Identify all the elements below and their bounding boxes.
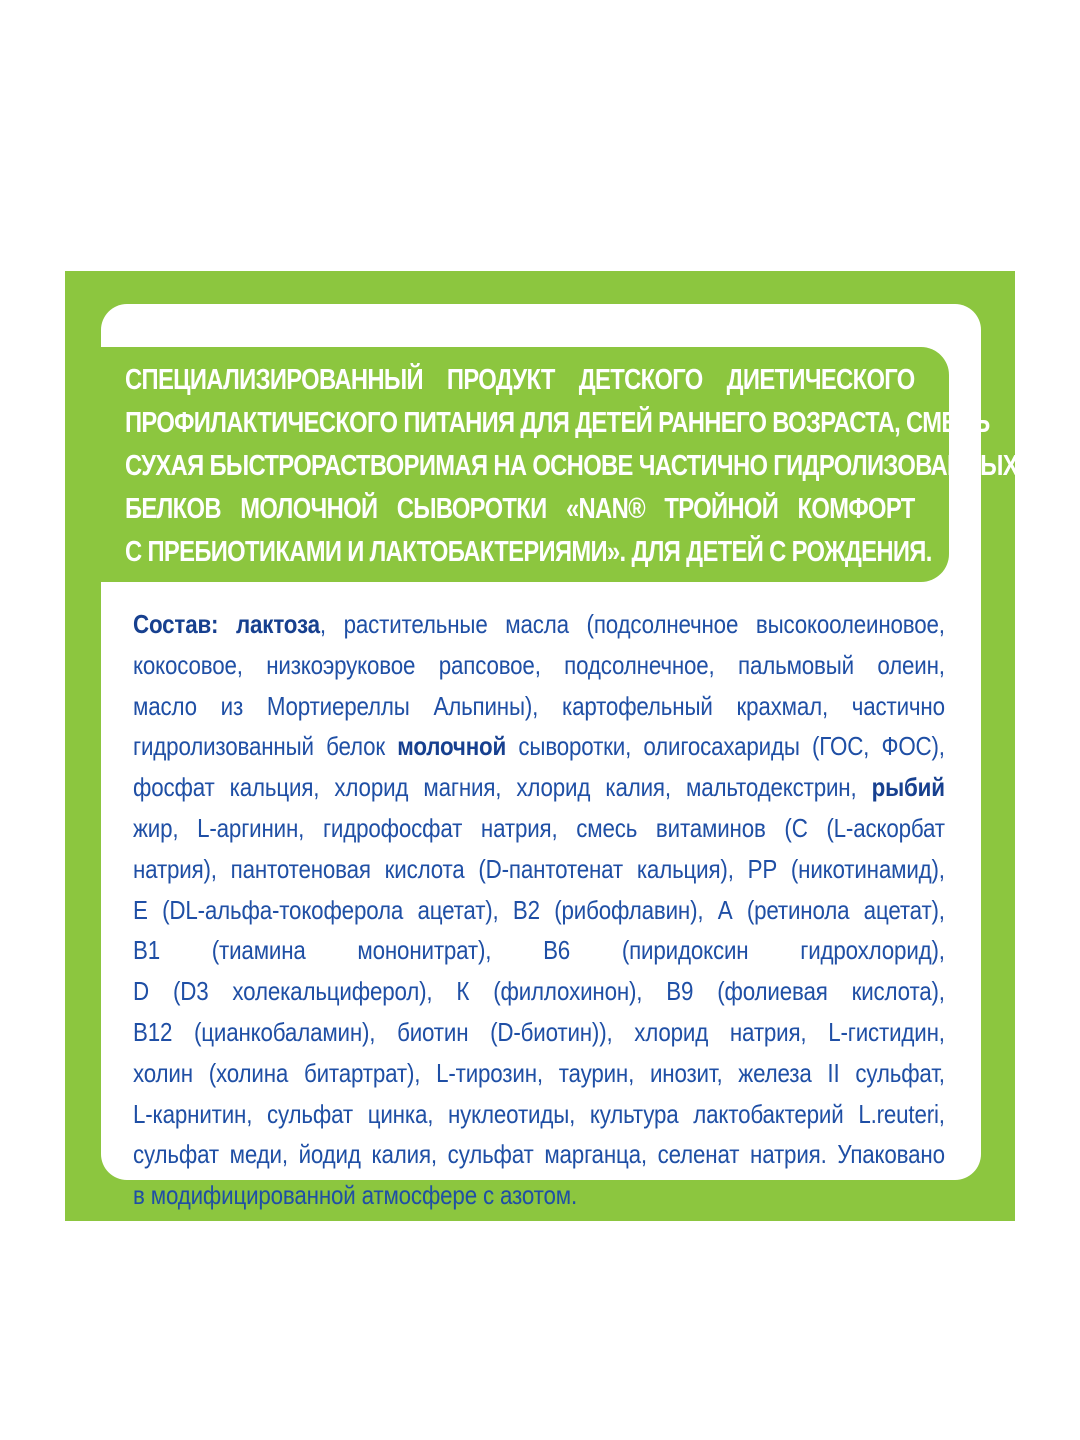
composition-line: в модифицированной атмосфере с азотом. — [133, 1180, 577, 1211]
composition-line: масло из Мортиереллы Альпины), картофельный крахмал, частично — [133, 690, 945, 721]
composition-line: кокосовое, низкоэруковое рапсовое, подсолнечное, пальмовый олеин, — [133, 649, 945, 680]
composition-text — [133, 604, 945, 1216]
composition-line: жир, L-аргинин, гидрофосфат натрия, смесь витаминов (С (L-аскорбат — [133, 812, 945, 843]
product-title-line: СУХАЯ БЫСТРОРАСТВОРИМАЯ НА ОСНОВЕ ЧАСТИЧНО ГИДРОЛИЗОВАННЫХ — [125, 450, 1018, 482]
allergen-milk: молочной — [397, 731, 507, 762]
composition-line: холин (холина битартрат), L-тирозин, таурин, инозит, железа II сульфат, — [133, 1057, 945, 1088]
composition-line: В12 (цианкобаламин), биотин (D-биотин)), хлорид натрия, L-гистидин, — [133, 1016, 945, 1047]
product-title-line: ПРОФИЛАКТИЧЕСКОГО ПИТАНИЯ ДЛЯ ДЕТЕЙ РАННЕГО ВОЗРАСТА, СМЕСЬ — [125, 407, 990, 439]
composition-line: L-карнитин, сульфат цинка, нуклеотиды, культура лактобактерий L.reuteri, — [133, 1098, 945, 1129]
ingredients-card — [101, 304, 1018, 1211]
composition-line: Е (DL-альфа-токоферола ацетат), В2 (рибофлавин), А (ретинола ацетат), — [133, 894, 945, 925]
allergen-lactose: лактоза — [236, 609, 320, 639]
composition-text-fragment: , растительные масла (подсолнечное высокоолеиновое, — [319, 609, 945, 639]
product-title-line: БЕЛКОВ МОЛОЧНОЙ СЫВОРОТКИ «NAN® ТРОЙНОЙ КОМФОРТ — [125, 493, 915, 525]
composition-line — [133, 604, 945, 645]
allergen-fish: рыбий — [871, 772, 945, 803]
product-title-line: С ПРЕБИОТИКАМИ И ЛАКТОБАКТЕРИЯМИ». ДЛЯ ДЕТЕЙ С РОЖДЕНИЯ. — [125, 536, 932, 568]
composition-line: сульфат меди, йодид калия, сульфат марганца, селенат натрия. Упаковано — [133, 1139, 945, 1170]
composition-line: В1 (тиамина мононитрат), В6 (пиридоксин гидрохлорид), — [133, 935, 945, 966]
composition-line — [133, 726, 945, 767]
composition-text-fragment: гидролизованный белок — [133, 731, 398, 762]
composition-text-fragment: фосфат кальция, хлорид магния, хлорид калия, мальтодекстрин, — [133, 772, 872, 803]
composition-label: Состав: — [133, 609, 219, 639]
composition-line: D (D3 холекальциферол), К (филлохинон), В9 (фолиевая кислота), — [133, 976, 945, 1007]
product-title-band — [101, 347, 1018, 582]
product-title-line: СПЕЦИАЛИЗИРОВАННЫЙ ПРОДУКТ ДЕТСКОГО ДИЕТИЧЕСКОГО — [125, 364, 915, 396]
label-panel — [65, 271, 1018, 1221]
composition-line: натрия), пантотеновая кислота (D-пантотенат кальция), РР (никотинамид), — [133, 853, 945, 884]
composition-text-fragment: сыворотки, олигосахариды (ГОС, ФОС), — [506, 731, 945, 762]
composition-line — [133, 767, 945, 808]
